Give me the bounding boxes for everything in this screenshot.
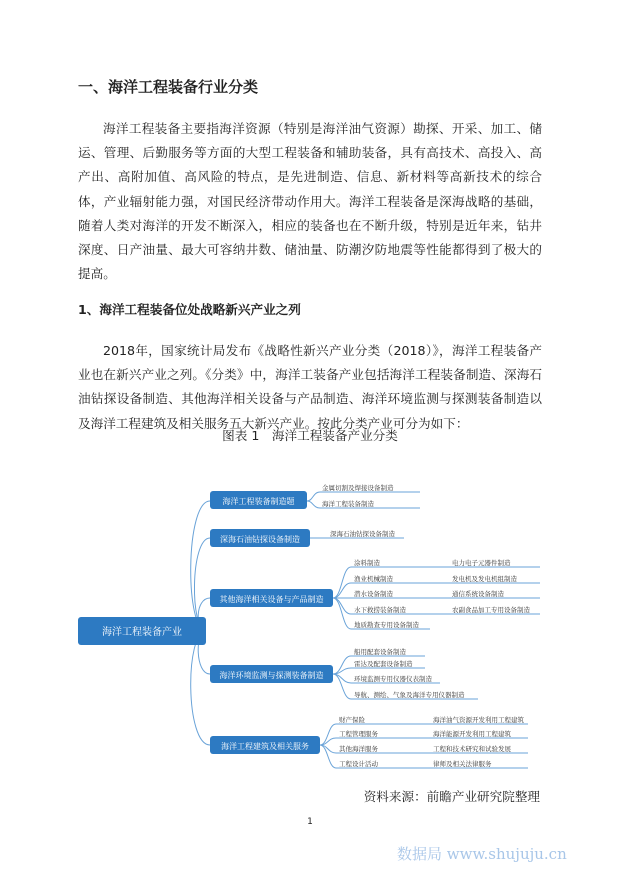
leaf-label: 金属切割及焊接设备制造 bbox=[322, 484, 394, 492]
leaf-label: 导航、测绘、气象及海洋专用仪器制造 bbox=[354, 691, 465, 699]
leaf-label: 律师及相关法律服务 bbox=[433, 760, 492, 768]
leaf-label: 通信系统设备制造 bbox=[452, 590, 504, 598]
leaf-label: 船用配套设备制造 bbox=[354, 648, 406, 656]
leaf-label: 涂料制造 bbox=[354, 559, 380, 567]
classification-paragraph: 2018年，国家统计局发布《战略性新兴产业分类（2018）》，海洋工程装备产业也在新兴产业之列。《分类》中，海洋工装备产业包括海洋工程装备制造、深海石油钻探设备制造、其他海洋相关设备与产品制造、海洋环境监测与探测装备制造以及海洋工程建筑及相关服务五大新兴产业。按此分类产业可分为如下： bbox=[78, 343, 542, 431]
leaf-label: 其他海洋服务 bbox=[339, 745, 378, 753]
branch-label-1: 海洋工程装备制造题 bbox=[222, 497, 295, 506]
watermark: 数据局 www.shujuju.cn bbox=[397, 845, 567, 863]
leaf-label: 深海石油钻探设备制造 bbox=[330, 530, 395, 538]
connector bbox=[191, 501, 210, 631]
intro-paragraph: 海洋工程装备主要指海洋资源（特别是海洋油气资源）勘探、开采、加工、储运、管理、后勤服务等方面的大型工程装备和辅助装备，具有高技术、高投入、高产出、高附加值、高风险的特点，是先进制造、信息、新材料等高新技术的综合体，产业辐射能力强，对国民经济带动作用大。海洋工程装备是深海战略的基础，随着人类对海洋的开发不断深入，相应的装备也在不断升级，特别是近年来，钻井深度、日产油量、最大可容纳井数、储油量、防潮汐防地震等性能都得到了极大的提高。 bbox=[78, 121, 542, 282]
branch-label-3: 其他海洋相关设备与产品制造 bbox=[219, 595, 324, 604]
subsection-heading: 1、海洋工程装备位处战略新兴产业之列 bbox=[78, 302, 301, 317]
leaf-label: 雷达及配套设备制造 bbox=[354, 660, 413, 668]
leaf-label: 财产保险 bbox=[339, 716, 365, 724]
leaf-label: 工程管理服务 bbox=[339, 730, 378, 738]
leaf-label: 地质勘查专用设备制造 bbox=[354, 621, 419, 629]
connector bbox=[191, 631, 210, 745]
branch-label-2: 深海石油钻探设备制造 bbox=[220, 535, 300, 544]
leaf-label: 工程和技术研究和试验发展 bbox=[433, 745, 511, 753]
leaf-label: 水下救捞装备制造 bbox=[354, 606, 406, 614]
leaf-label: 工程设计活动 bbox=[339, 760, 378, 768]
leaf-label: 电力电子元器件制造 bbox=[452, 559, 511, 567]
leaf-label: 环境监测专用仪器仪表制造 bbox=[354, 675, 432, 683]
leaf-label: 农副食品加工专用设备制造 bbox=[452, 606, 530, 614]
page-number: 1 bbox=[307, 817, 313, 827]
leaf-label: 海洋能源开发利用工程建筑 bbox=[433, 730, 511, 738]
leaf-label: 发电机及发电机组制造 bbox=[452, 575, 517, 583]
root-label: 海洋工程装备产业 bbox=[102, 627, 182, 638]
leaf-label: 渔业机械制造 bbox=[354, 575, 393, 583]
leaf-label: 潜水设备制造 bbox=[354, 590, 393, 598]
section-heading: 一、海洋工程装备行业分类 bbox=[78, 78, 259, 96]
source-note: 资料来源：前瞻产业研究院整理 bbox=[363, 789, 540, 804]
leaf-label: 海洋工程装备制造 bbox=[322, 500, 374, 508]
branch-label-5: 海洋工程建筑及相关服务 bbox=[221, 742, 309, 751]
figure-caption: 图表 1 海洋工程装备产业分类 bbox=[222, 428, 398, 443]
leaf-label: 海洋油气资源开发利用工程建筑 bbox=[433, 716, 524, 724]
branch-label-4: 海洋环境监测与探测装备制造 bbox=[219, 671, 324, 680]
